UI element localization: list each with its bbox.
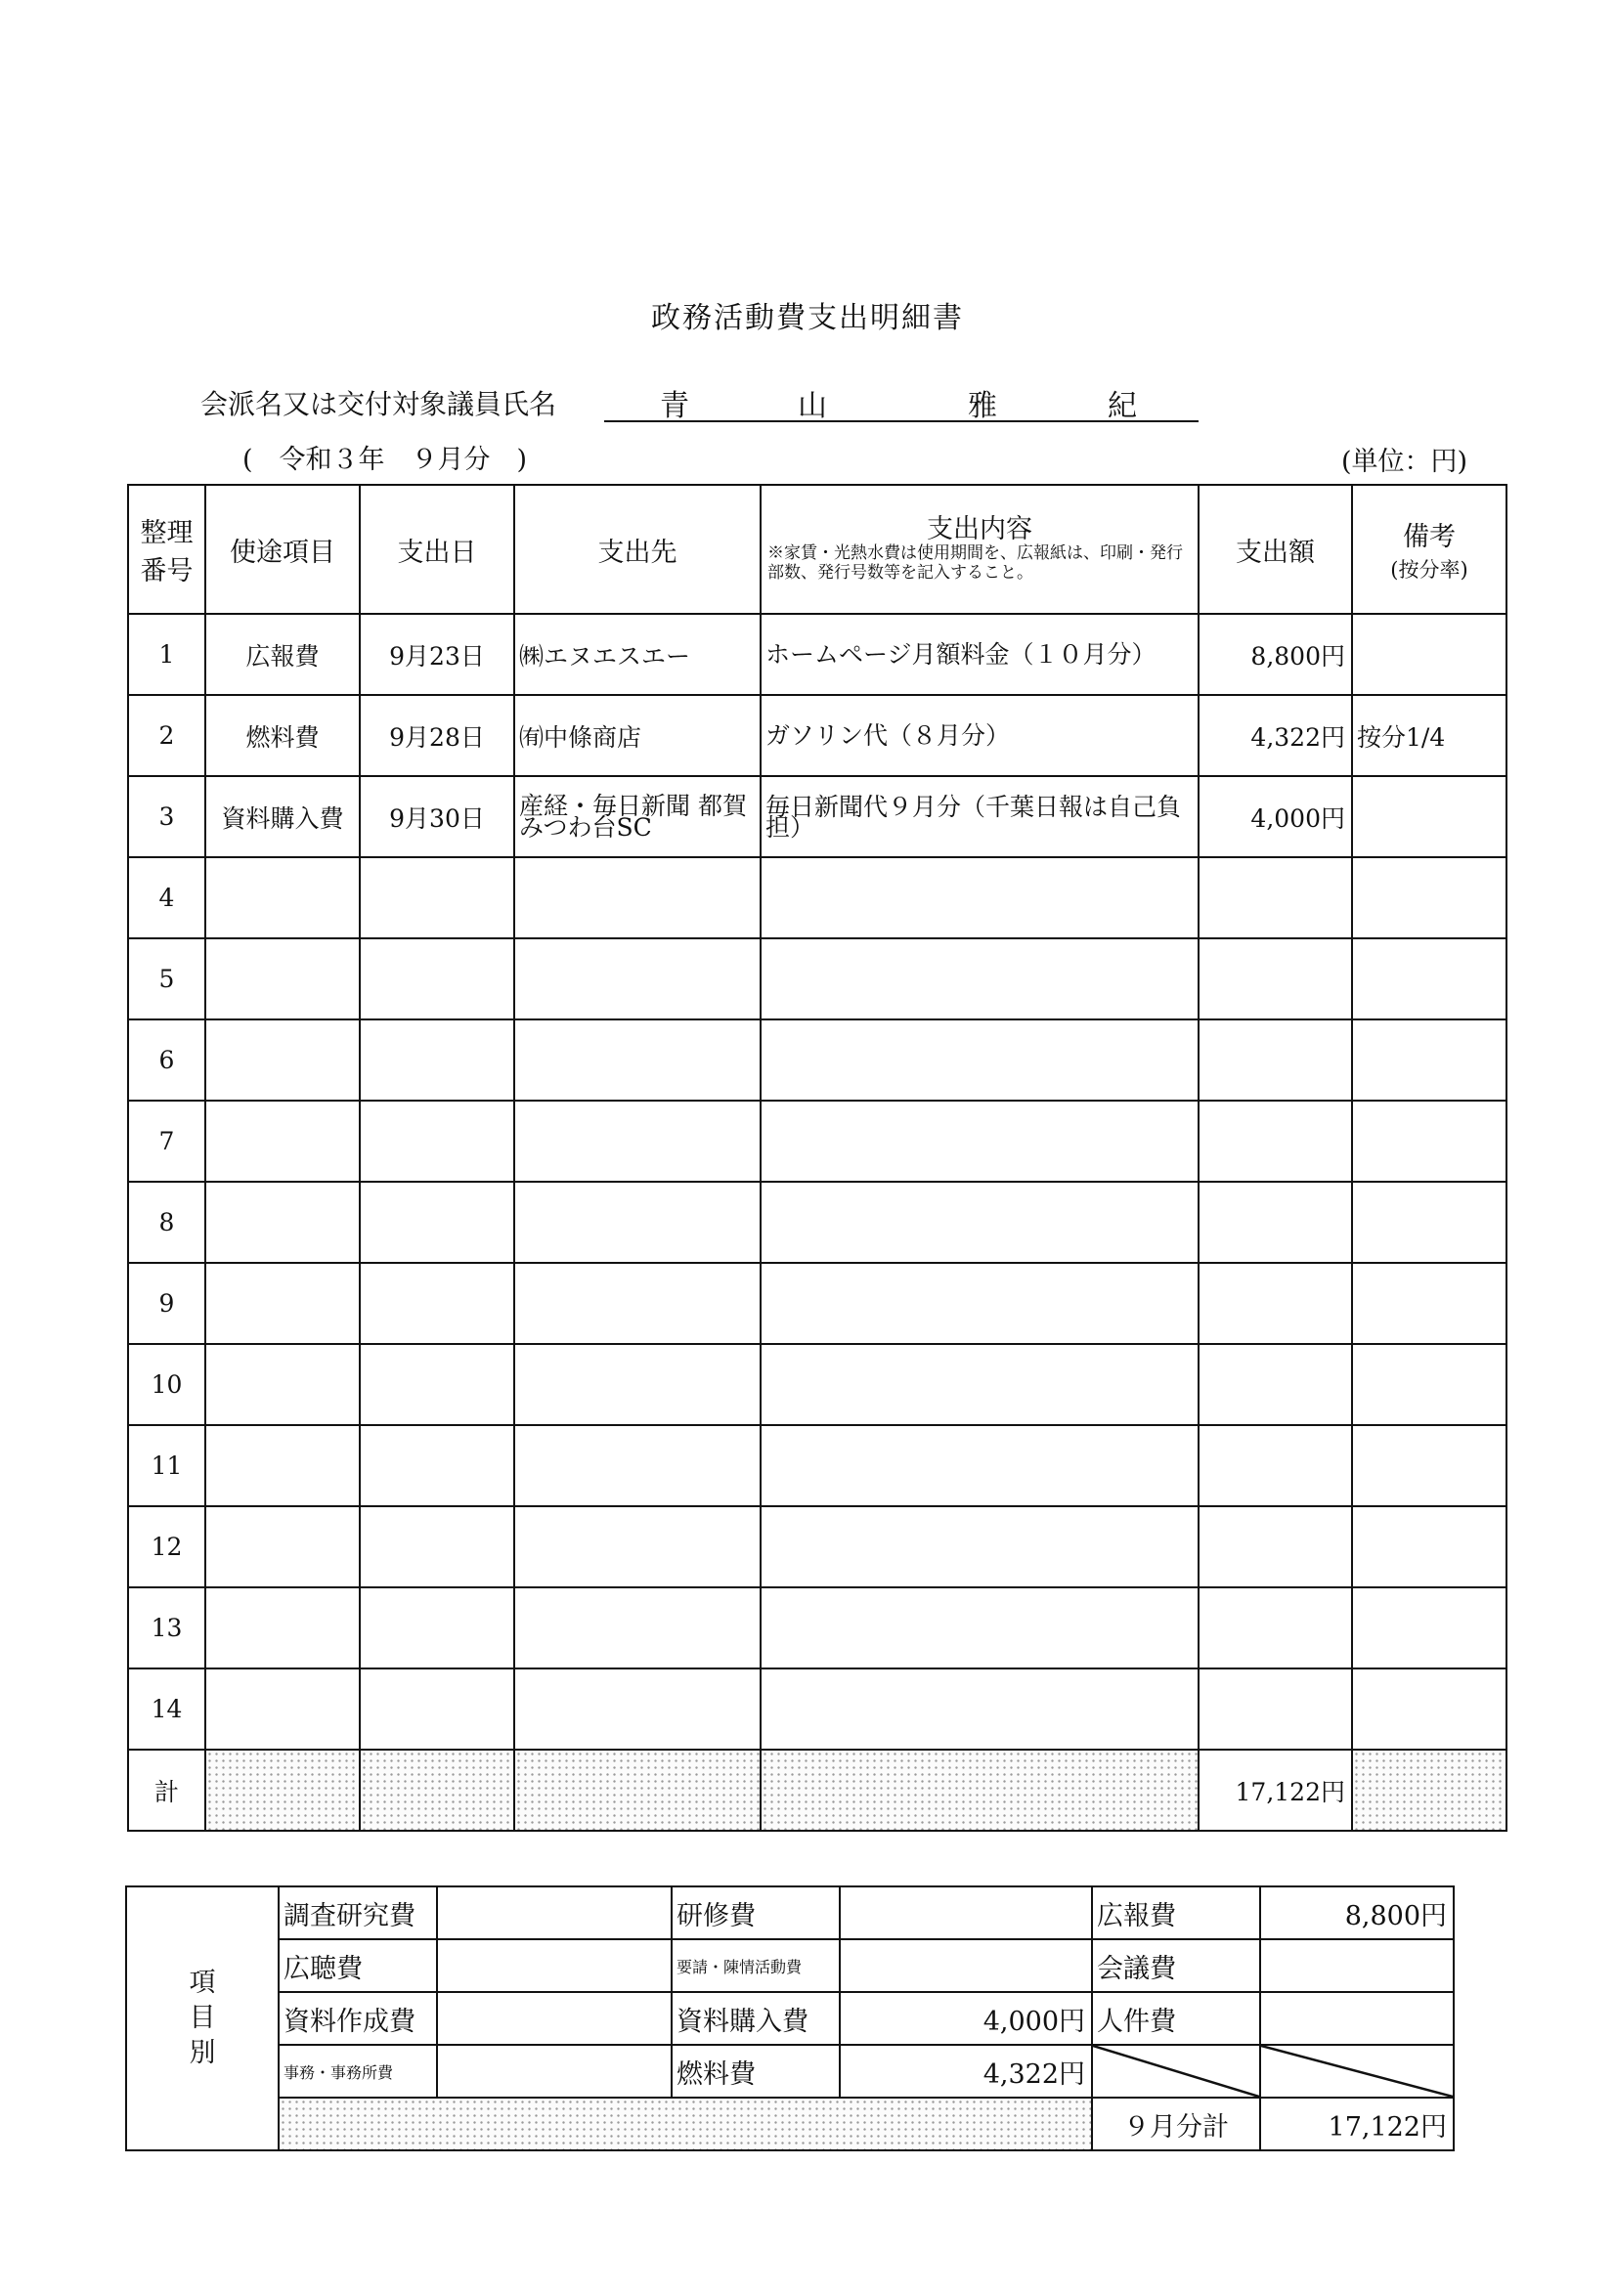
summary-label: 事務・事務所費 [279,2045,437,2098]
member-name-char: 青 [660,389,689,423]
row-amount [1199,938,1352,1019]
table-header-row [128,485,1506,614]
row-payee [514,1506,761,1587]
row-number: 4 [128,857,205,938]
summary-label: 人件費 [1092,1992,1260,2045]
row-amount [1199,1506,1352,1587]
header-category: 使途項目 [205,485,360,614]
row-number: 1 [128,614,205,695]
row-remarks [1352,776,1506,857]
row-number: 7 [128,1101,205,1182]
summary-value [840,1939,1092,1992]
row-content: ホームページ月額料金（１０月分） [761,614,1199,695]
summary-value [437,1886,672,1939]
header-date: 支出日 [360,485,514,614]
member-name-char: 雅 [968,389,997,423]
row-number: 13 [128,1587,205,1668]
row-category: 広報費 [205,614,360,695]
row-category [205,1182,360,1263]
row-content [761,1182,1199,1263]
row-category [205,1506,360,1587]
summary-value [437,2045,672,2098]
total-blank [514,1750,761,1831]
row-amount: 4,322円 [1199,695,1352,776]
summary-label: 広報費 [1092,1886,1260,1939]
row-number: 5 [128,938,205,1019]
row-amount [1199,1182,1352,1263]
row-amount [1199,1263,1352,1344]
row-date: 9月28日 [360,695,514,776]
row-category [205,1668,360,1750]
row-amount [1199,857,1352,938]
row-category [205,1425,360,1506]
member-name-char: 紀 [1108,389,1137,423]
total-blank [205,1750,360,1831]
row-category [205,1344,360,1425]
row-number: 2 [128,695,205,776]
row-remarks [1352,1506,1506,1587]
row-content [761,857,1199,938]
row-remarks [1352,614,1506,695]
table-row [128,1019,1506,1101]
row-date [360,1668,514,1750]
row-payee [514,1263,761,1344]
table-row [128,1668,1506,1750]
row-remarks: 按分1/4 [1352,695,1506,776]
row-remarks [1352,1182,1506,1263]
table-row [128,1425,1506,1506]
row-number: 3 [128,776,205,857]
row-content [761,1019,1199,1101]
row-payee [514,857,761,938]
row-category [205,1101,360,1182]
table-row [128,614,1506,695]
row-remarks [1352,1101,1506,1182]
table-row [128,1101,1506,1182]
summary-blank [279,2098,1092,2150]
summary-value [437,1992,672,2045]
member-name-label: 会派名又は交付対象議員氏名 [200,388,557,420]
row-date: 9月23日 [360,614,514,695]
summary-value [437,1939,672,1992]
row-remarks [1352,1587,1506,1668]
row-amount [1199,1587,1352,1668]
summary-value [1260,1992,1454,2045]
row-content [761,1263,1199,1344]
row-content: ガソリン代（８月分） [761,695,1199,776]
header-content-note: ※家賃・光熱水費は使用期間を、広報紙は、印刷・発行部数、発行号数等を記入すること。 [767,543,1183,583]
summary-label: 会議費 [1092,1939,1260,1992]
summary-total-label: ９月分計 [1092,2098,1260,2150]
total-amount: 17,122円 [1199,1750,1352,1831]
row-remarks [1352,857,1506,938]
row-date [360,857,514,938]
row-payee [514,1587,761,1668]
row-date: 9月30日 [360,776,514,857]
row-date [360,1182,514,1263]
row-payee [514,1344,761,1425]
member-name-char: 山 [798,389,827,423]
header-content [761,485,1199,614]
total-blank [1352,1750,1506,1831]
row-content [761,1668,1199,1750]
row-category: 資料購入費 [205,776,360,857]
total-label: 計 [128,1750,205,1831]
category-summary-table [125,1885,1455,2151]
row-content [761,1587,1199,1668]
row-payee: ㈲中條商店 [514,695,761,776]
row-number: 12 [128,1506,205,1587]
summary-label: 広聴費 [279,1939,437,1992]
summary-side-label: 項 目 別 [126,1886,279,2150]
table-row [128,1182,1506,1263]
row-number: 10 [128,1344,205,1425]
summary-value [840,1886,1092,1939]
summary-diagonal-blank [1260,2045,1454,2098]
expense-detail-table [127,484,1507,1832]
row-amount [1199,1668,1352,1750]
table-row [128,1344,1506,1425]
summary-label: 調査研究費 [279,1886,437,1939]
row-date [360,1425,514,1506]
row-payee [514,938,761,1019]
row-category [205,1587,360,1668]
total-blank [761,1750,1199,1831]
row-payee [514,1019,761,1101]
row-amount [1199,1101,1352,1182]
row-payee [514,1101,761,1182]
row-remarks [1352,1668,1506,1750]
document-title: 政務活動費支出明細書 [651,301,964,335]
row-category: 燃料費 [205,695,360,776]
row-payee: ㈱エヌエスエー [514,614,761,695]
summary-value [1260,1939,1454,1992]
row-content [761,1344,1199,1425]
total-row [128,1750,1506,1831]
row-content [761,1101,1199,1182]
row-category [205,1019,360,1101]
table-row [128,695,1506,776]
header-remarks: 備考 (按分率) [1352,485,1506,614]
row-date [360,1019,514,1101]
row-payee [514,1182,761,1263]
summary-value: 8,800円 [1260,1886,1454,1939]
row-date [360,1506,514,1587]
summary-label: 資料作成費 [279,1992,437,2045]
total-blank [360,1750,514,1831]
table-row [128,1263,1506,1344]
row-date [360,1263,514,1344]
row-payee [514,1668,761,1750]
summary-value: 4,000円 [840,1992,1092,2045]
summary-label: 研修費 [672,1886,840,1939]
summary-diagonal-blank [1092,2045,1260,2098]
row-amount: 8,800円 [1199,614,1352,695]
summary-value: 4,322円 [840,2045,1092,2098]
row-number: 8 [128,1182,205,1263]
header-amount: 支出額 [1199,485,1352,614]
row-payee [514,1425,761,1506]
table-row [128,857,1506,938]
row-category [205,1263,360,1344]
summary-label: 資料購入費 [672,1992,840,2045]
row-remarks [1352,1425,1506,1506]
table-row [128,938,1506,1019]
row-remarks [1352,938,1506,1019]
row-number: 6 [128,1019,205,1101]
row-category [205,938,360,1019]
header-number: 整理 番号 [128,485,205,614]
row-payee: 産経・毎日新聞 都賀みつわ台SC [514,776,761,857]
row-amount [1199,1344,1352,1425]
row-number: 9 [128,1263,205,1344]
row-date [360,1344,514,1425]
row-remarks [1352,1344,1506,1425]
unit-label: (単位：円) [1341,447,1468,477]
row-date [360,1587,514,1668]
row-amount [1199,1425,1352,1506]
summary-total-value: 17,122円 [1260,2098,1454,2150]
row-content [761,1506,1199,1587]
row-content [761,938,1199,1019]
row-number: 11 [128,1425,205,1506]
header-content-title: 支出内容 [927,514,1032,544]
table-row [128,1587,1506,1668]
period-label: ( 令和３年 ９月分 ) [242,445,528,475]
table-row [128,1506,1506,1587]
row-remarks [1352,1019,1506,1101]
summary-label: 燃料費 [672,2045,840,2098]
row-amount: 4,000円 [1199,776,1352,857]
row-date [360,938,514,1019]
row-content [761,1425,1199,1506]
row-number: 14 [128,1668,205,1750]
row-amount [1199,1019,1352,1101]
summary-label: 要請・陳情活動費 [672,1939,840,1992]
row-date [360,1101,514,1182]
row-category [205,857,360,938]
table-row [128,776,1506,857]
header-payee: 支出先 [514,485,761,614]
row-remarks [1352,1263,1506,1344]
row-content: 毎日新聞代９月分（千葉日報は自己負担） [761,776,1199,857]
